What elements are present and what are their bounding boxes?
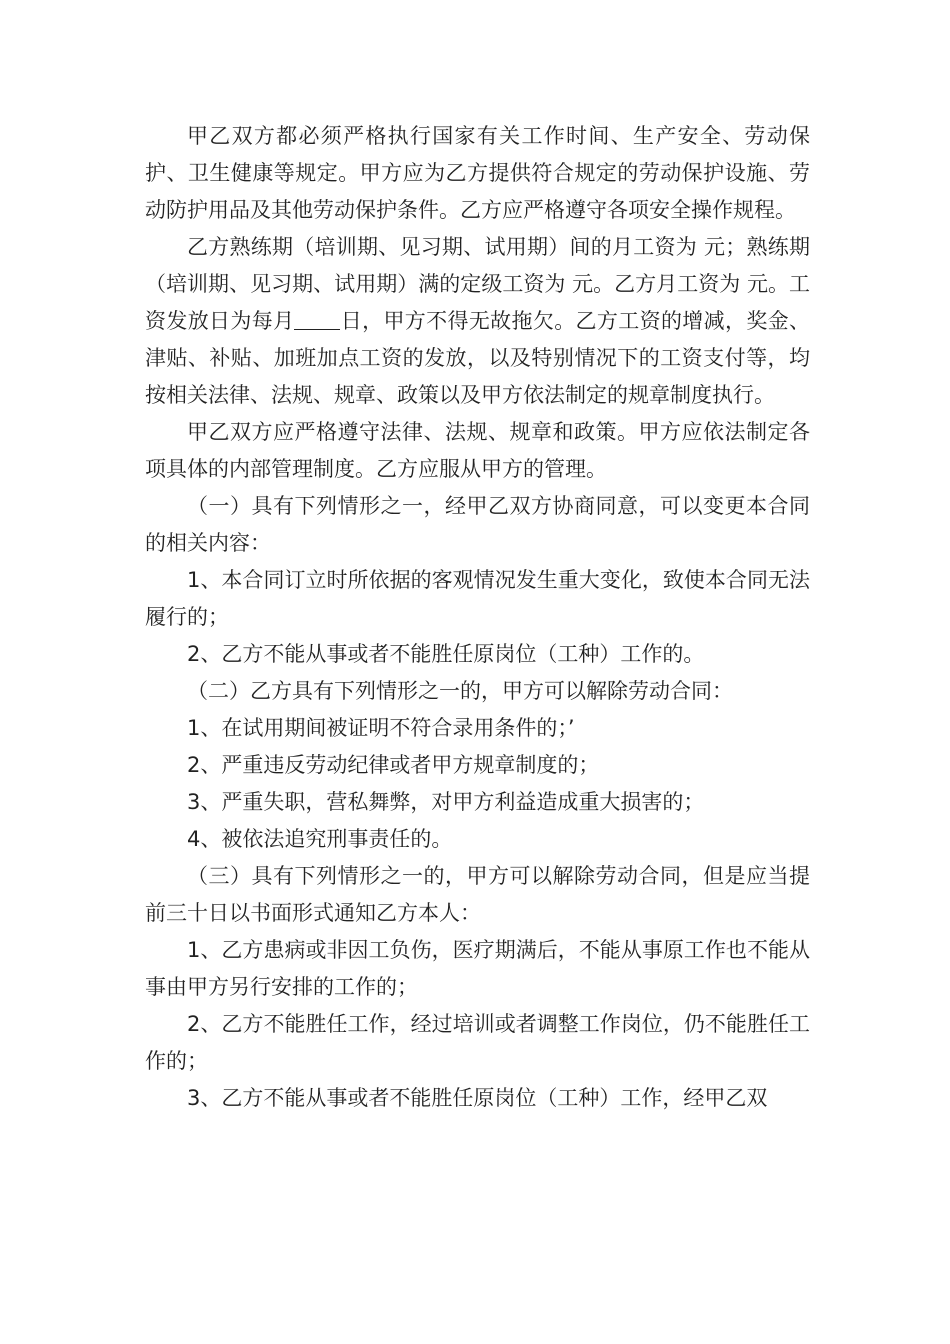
document-body (145, 118, 810, 1117)
paragraph-rules: 甲乙双方应严格遵守法律、法规、规章和政策。甲方应依法制定各项具体的内部管理制度。乙方应服从甲方的管理。 (145, 420, 810, 481)
payday-blank (294, 308, 340, 330)
list-item: 1、乙方患病或非因工负伤，医疗期满后，不能从事原工作也不能从事由甲方另行安排的工作的； (145, 938, 810, 999)
list-item: 2、严重违反劳动纪律或者甲方规章制度的； (187, 753, 600, 777)
section-heading-notice-termination: （三）具有下列情形之一的，甲方可以解除劳动合同，但是应当提前三十日以书面形式通知乙方本人： (145, 864, 810, 925)
list-item: 3、严重失职，营私舞弊，对甲方利益造成重大损害的； (187, 790, 705, 814)
paragraph-wages (145, 229, 810, 414)
list-item: 2、乙方不能从事或者不能胜任原岗位（工种）工作的。 (187, 642, 705, 666)
wages-text-part1: 乙方熟练期（培训期、见习期、试用期）间的月工资为 元；熟练期（培训期、见习期、试用期）满的定级工资为 元。乙方月工资为 元。工资发放日为每月 (145, 235, 810, 333)
list-item: 3、乙方不能从事或者不能胜任原岗位（工种）工作，经甲乙双 (187, 1086, 768, 1110)
section-heading-termination: （二）乙方具有下列情形之一的，甲方可以解除劳动合同： (187, 679, 733, 703)
section-heading-change: （一）具有下列情形之一，经甲乙双方协商同意，可以变更本合同的相关内容： (145, 494, 810, 555)
list-item: 4、被依法追究刑事责任的。 (187, 827, 453, 851)
wages-text-part2: 日，甲方不得无故拖欠。乙方工资的增减，奖金、津贴、补贴、加班加点工资的发放，以及特别情况下的工资支付等，均按相关法律、法规、规章、政策以及甲方依法制定的规章制度执行。 (145, 309, 811, 407)
list-item: 1、在试用期间被证明不符合录用条件的；’ (187, 716, 575, 740)
list-item: 2、乙方不能胜任工作，经过培训或者调整工作岗位，仍不能胜任工作的； (145, 1012, 810, 1073)
paragraph-labor-protection: 甲乙双方都必须严格执行国家有关工作时间、生产安全、劳动保护、卫生健康等规定。甲方应为乙方提供符合规定的劳动保护设施、劳动防护用品及其他劳动保护条件。乙方应严格遵守各项安全操作规程。 (145, 124, 810, 222)
list-item: 1、本合同订立时所依据的客观情况发生重大变化，致使本合同无法履行的； (145, 568, 810, 629)
